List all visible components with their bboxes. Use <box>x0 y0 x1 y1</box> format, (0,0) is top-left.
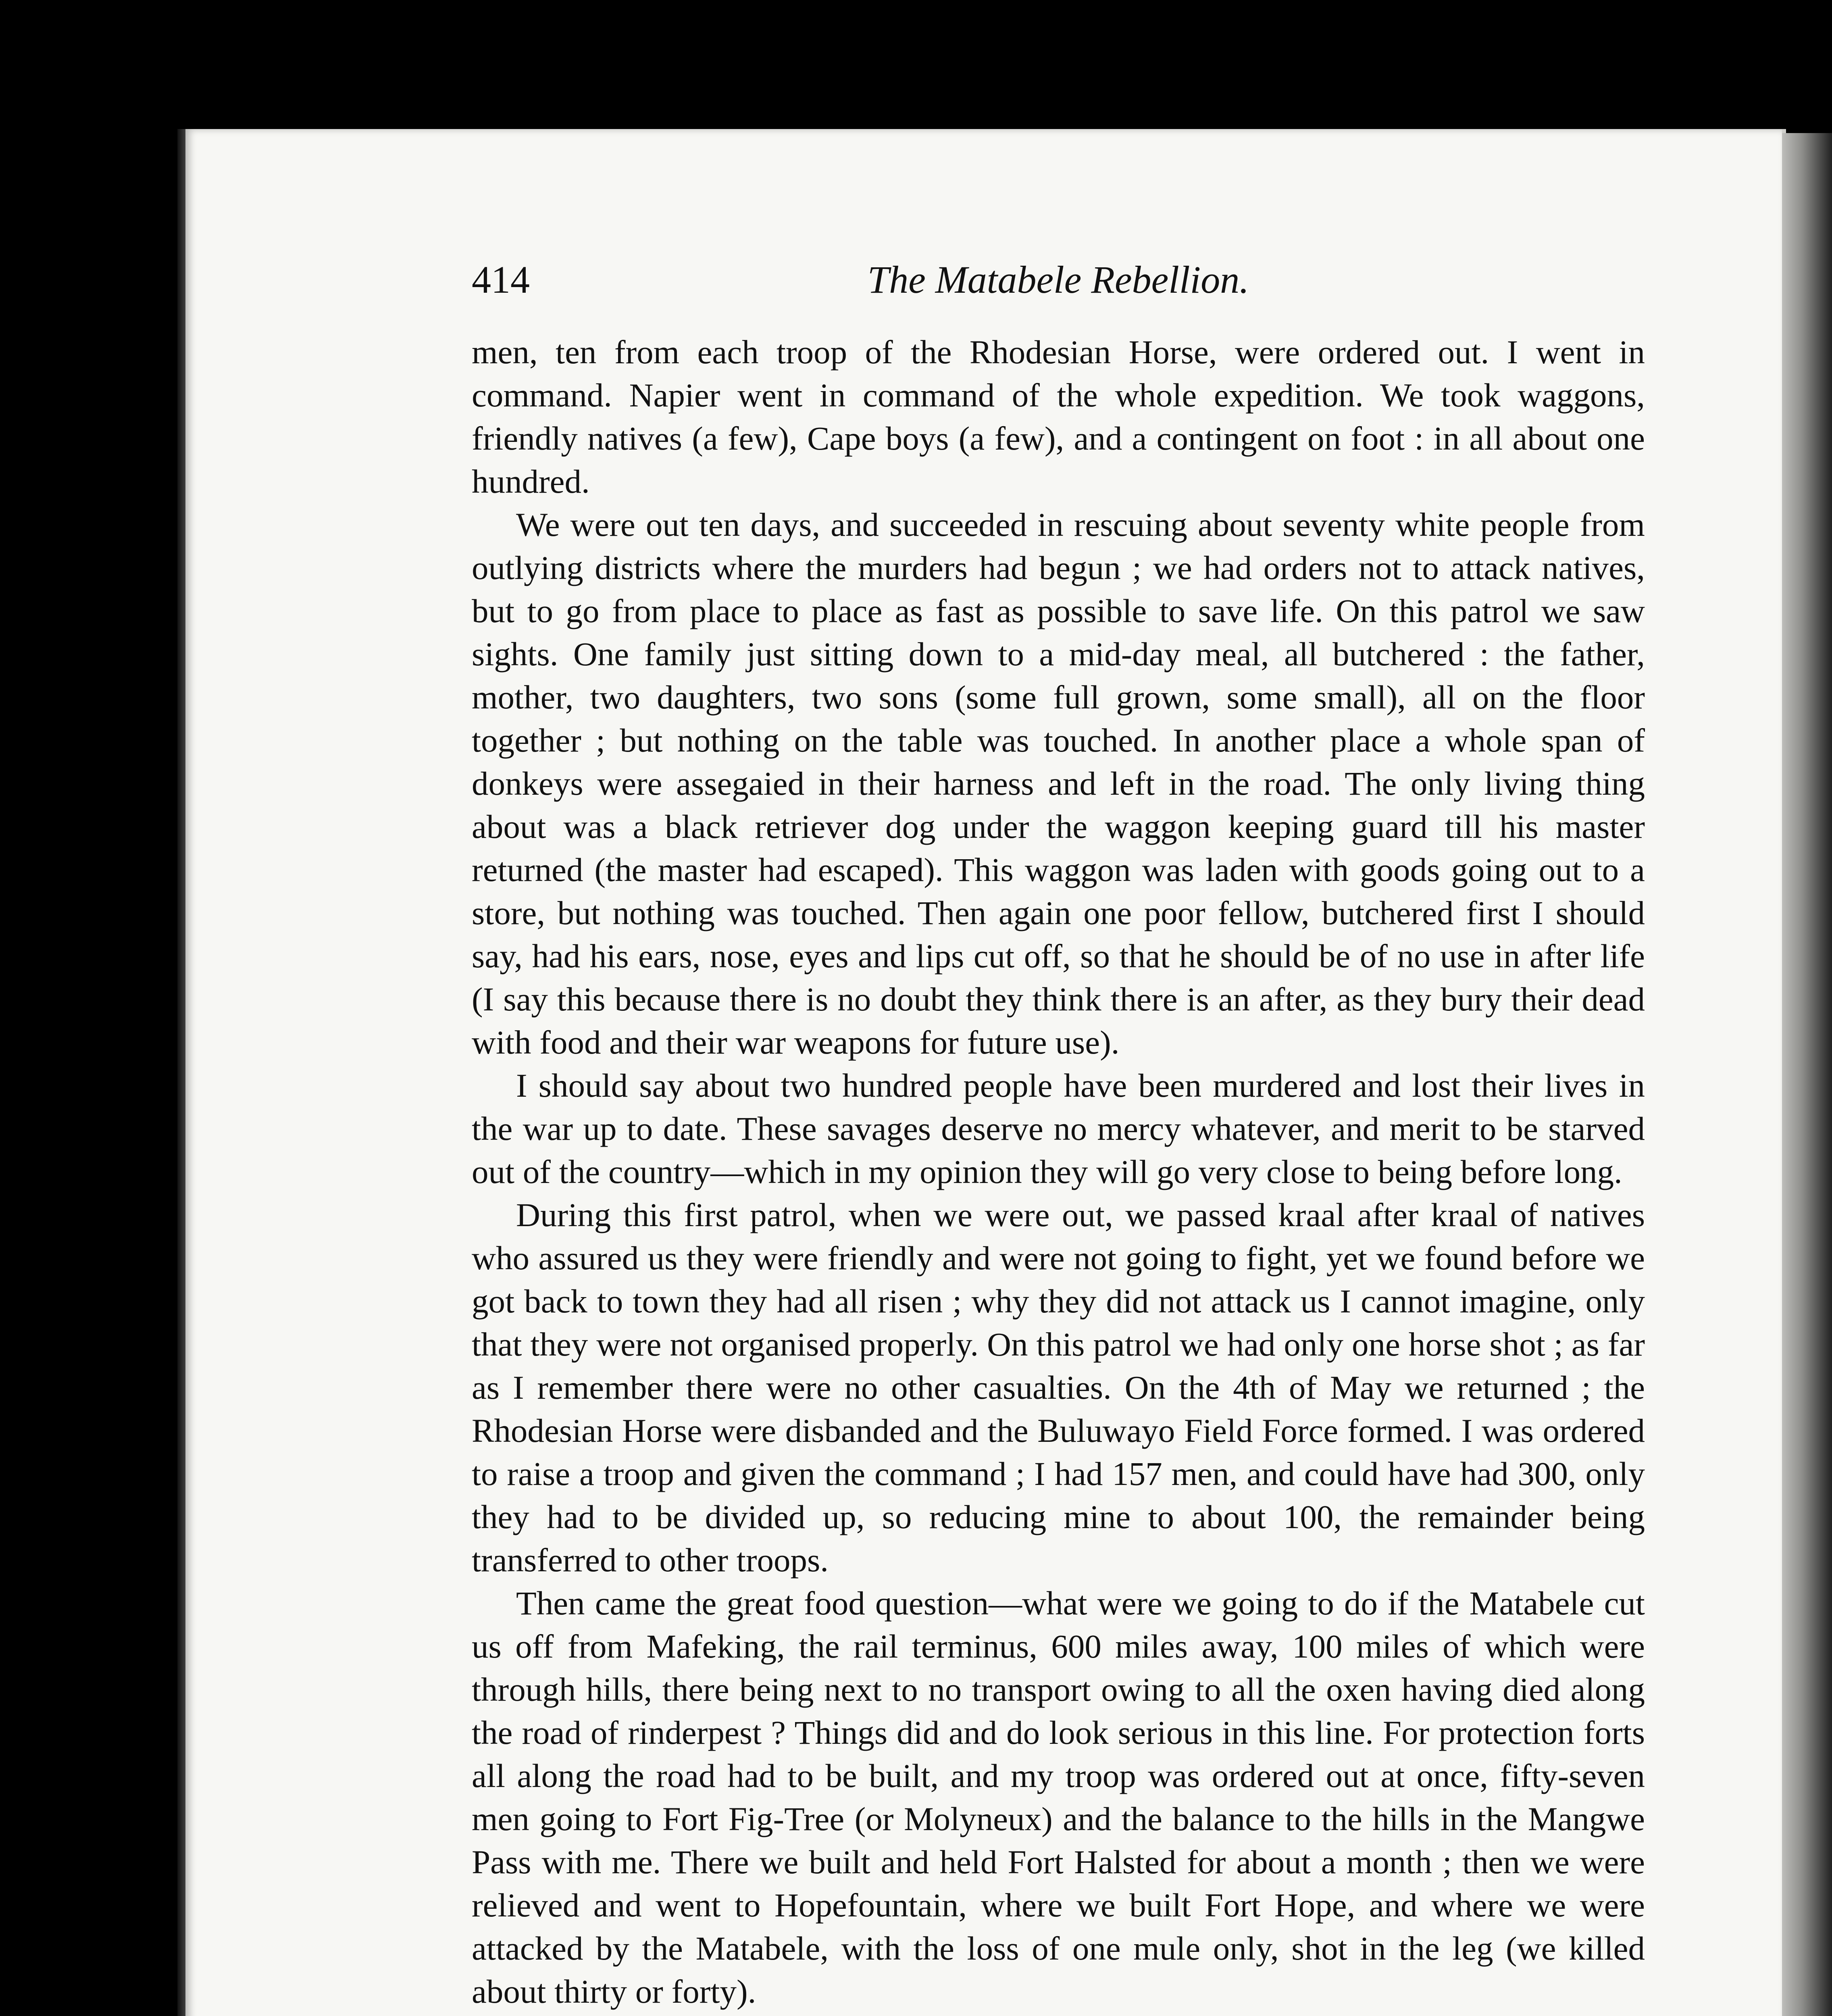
page-text <box>472 258 1645 2013</box>
running-title: The Matabele Rebellion. <box>867 258 1249 301</box>
paragraph-5: Then came the great food question—what were we going to do if the Matabele cut us off from Mafeking, the rail terminus, 600 miles away, 100 miles of which were through hills, there being next to no transport owing to all the oxen having died along the road of rinderpest ? Things did and do look serious in this line. For protection forts all along the road had to be built, and my troop was ordered out at once, fifty-seven men going to Fort Fig-Tree (or Molyneux) and the balance to the hills in the Mangwe Pass with me. There we built and held Fort Halsted for about a month ; then we were relieved and went to Hopefountain, where we built Fort Hope, and where we were attacked by the Matabele, with the loss of one mule only, shot in the leg (we killed about thirty or forty). <box>472 1585 1645 2010</box>
running-head <box>472 258 1645 314</box>
paragraph-1: men, ten from each troop of the Rhodesian Horse, were ordered out. I went in command. Napier went in command of the whole expedition. We took waggons, friendly natives (a few), Cape boys (a few), and a contingent on foot : in all about one hundred. <box>472 333 1645 500</box>
paragraph-3: I should say about two hundred people have been murdered and lost their lives in the war up to date. These savages deserve no mercy whatever, and merit to be starved out of the country—which in my opinion they will go very close to being before long. <box>472 1067 1645 1190</box>
paragraph-2: We were out ten days, and succeeded in rescuing about seventy white people from outlying districts where the murders had begun ; we had orders not to attack natives, but to go from place to place as fast as possible to save life. On this patrol we saw sights. One family just sitting down to a mid-day meal, all butchered : the father, mother, two daughters, two sons (some full grown, some small), all on the floor together ; but nothing on the table was touched. In another place a whole span of donkeys were assegaied in their harness and left in the road. The only living thing about was a black retriever dog under the waggon keeping guard till his master returned (the master had escaped). This waggon was laden with goods going out to a store, but nothing was touched. Then again one poor fellow, butchered first I should say, had his ears, nose, eyes and lips cut off, so that he should be of no use in after life (I say this because there is no doubt they think there is an after, as they bury their dead with food and their war weapons for future use). <box>472 506 1645 1061</box>
facing-page-edge <box>1782 133 1832 2016</box>
page-number: 414 <box>472 258 530 301</box>
paragraph-4: During this first patrol, when we were out, we passed kraal after kraal of natives who assured us they were friendly and were not going to fight, yet we found before we got back to town they had all risen ; why they did not attack us I cannot imagine, only that they were not organised properly. On this patrol we had only one horse shot ; as far as I remember there were no other casualties. On the 4th of May we returned ; the Rhodesian Horse were disbanded and the Buluwayo Field Force formed. I was ordered to raise a troop and given the command ; I had 157 men, and could have had 300, only they had to be divided up, so reducing mine to about 100, the remainder being transferred to other troops. <box>472 1196 1645 1579</box>
